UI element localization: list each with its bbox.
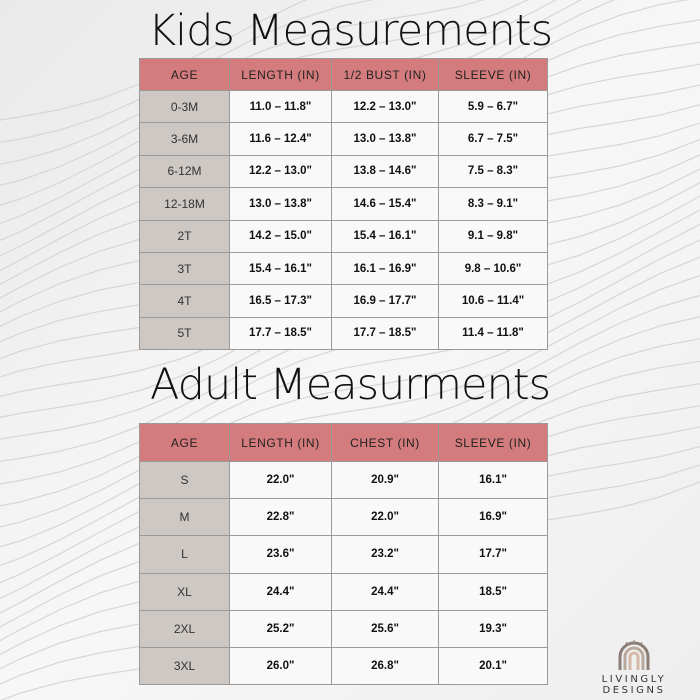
sleeve-cell: 16.9" xyxy=(439,499,548,536)
sleeve-cell: 10.6 – 11.4" xyxy=(439,285,548,317)
bust-cell: 12.2 – 13.0" xyxy=(332,91,439,123)
bust-cell: 16.9 – 17.7" xyxy=(332,285,439,317)
table-row xyxy=(140,499,548,536)
sleeve-cell: 16.1" xyxy=(439,462,548,499)
age-cell: 4T xyxy=(140,285,230,317)
sleeve-cell: 20.1" xyxy=(439,647,548,684)
table-row xyxy=(140,610,548,647)
table-row xyxy=(140,536,548,573)
sleeve-cell: 6.7 – 7.5" xyxy=(439,123,548,155)
chest-cell: 20.9" xyxy=(332,462,439,499)
table-row xyxy=(140,462,548,499)
sleeve-cell: 17.7" xyxy=(439,536,548,573)
kids-header-age: AGE xyxy=(140,59,230,91)
adult-header-row xyxy=(140,424,548,462)
table-row xyxy=(140,123,548,155)
length-cell: 26.0" xyxy=(230,647,332,684)
chest-cell: 22.0" xyxy=(332,499,439,536)
age-cell: 5T xyxy=(140,317,230,349)
length-cell: 23.6" xyxy=(230,536,332,573)
kids-header-length: LENGTH (IN) xyxy=(230,59,332,91)
chest-cell: 24.4" xyxy=(332,573,439,610)
age-cell: 3T xyxy=(140,252,230,284)
adult-header-sleeve: SLEEVE (IN) xyxy=(439,424,548,462)
size-cell: 3XL xyxy=(140,647,230,684)
age-cell: 2T xyxy=(140,220,230,252)
sleeve-cell: 8.3 – 9.1" xyxy=(439,188,548,220)
table-row xyxy=(140,647,548,684)
table-row xyxy=(140,188,548,220)
sleeve-cell: 5.9 – 6.7" xyxy=(439,91,548,123)
table-row xyxy=(140,573,548,610)
length-cell: 17.7 – 18.5" xyxy=(230,317,332,349)
length-cell: 11.0 – 11.8" xyxy=(230,91,332,123)
kids-header-row xyxy=(140,59,548,91)
bust-cell: 14.6 – 15.4" xyxy=(332,188,439,220)
size-cell: L xyxy=(140,536,230,573)
age-cell: 3-6M xyxy=(140,123,230,155)
length-cell: 22.0" xyxy=(230,462,332,499)
adult-title: Adult Measurments xyxy=(149,360,551,410)
length-cell: 14.2 – 15.0" xyxy=(230,220,332,252)
size-cell: S xyxy=(140,462,230,499)
kids-header-bust: 1/2 BUST (IN) xyxy=(332,59,439,91)
adult-header-age: AGE xyxy=(140,424,230,462)
age-cell: 12-18M xyxy=(140,188,230,220)
sleeve-cell: 9.8 – 10.6" xyxy=(439,252,548,284)
length-cell: 12.2 – 13.0" xyxy=(230,155,332,187)
length-cell: 16.5 – 17.3" xyxy=(230,285,332,317)
length-cell: 24.4" xyxy=(230,573,332,610)
chest-cell: 26.8" xyxy=(332,647,439,684)
chest-cell: 23.2" xyxy=(332,536,439,573)
age-cell: 6-12M xyxy=(140,155,230,187)
sleeve-cell: 19.3" xyxy=(439,610,548,647)
bust-cell: 13.0 – 13.8" xyxy=(332,123,439,155)
chest-cell: 25.6" xyxy=(332,610,439,647)
table-row xyxy=(140,220,548,252)
sleeve-cell: 11.4 – 11.8" xyxy=(439,317,548,349)
length-cell: 15.4 – 16.1" xyxy=(230,252,332,284)
adult-size-table xyxy=(139,423,548,685)
length-cell: 22.8" xyxy=(230,499,332,536)
adult-header-chest: CHEST (IN) xyxy=(332,424,439,462)
table-row xyxy=(140,155,548,187)
length-cell: 13.0 – 13.8" xyxy=(230,188,332,220)
bust-cell: 16.1 – 16.9" xyxy=(332,252,439,284)
kids-header-sleeve: SLEEVE (IN) xyxy=(439,59,548,91)
bust-cell: 13.8 – 14.6" xyxy=(332,155,439,187)
table-row xyxy=(140,317,548,349)
rainbow-icon xyxy=(617,640,651,670)
sleeve-cell: 18.5" xyxy=(439,573,548,610)
length-cell: 25.2" xyxy=(230,610,332,647)
size-cell: 2XL xyxy=(140,610,230,647)
brand-logo xyxy=(574,640,694,700)
bust-cell: 17.7 – 18.5" xyxy=(332,317,439,349)
table-row xyxy=(140,91,548,123)
table-row xyxy=(140,285,548,317)
bust-cell: 15.4 – 16.1" xyxy=(332,220,439,252)
adult-header-length: LENGTH (IN) xyxy=(230,424,332,462)
sleeve-cell: 7.5 – 8.3" xyxy=(439,155,548,187)
brand-name: LIVINGLY DESIGNS xyxy=(601,674,667,696)
table-row xyxy=(140,252,548,284)
age-cell: 0-3M xyxy=(140,91,230,123)
size-cell: M xyxy=(140,499,230,536)
kids-size-table xyxy=(139,58,548,350)
length-cell: 11.6 – 12.4" xyxy=(230,123,332,155)
kids-title: Kids Measurements xyxy=(147,6,553,56)
size-cell: XL xyxy=(140,573,230,610)
sleeve-cell: 9.1 – 9.8" xyxy=(439,220,548,252)
